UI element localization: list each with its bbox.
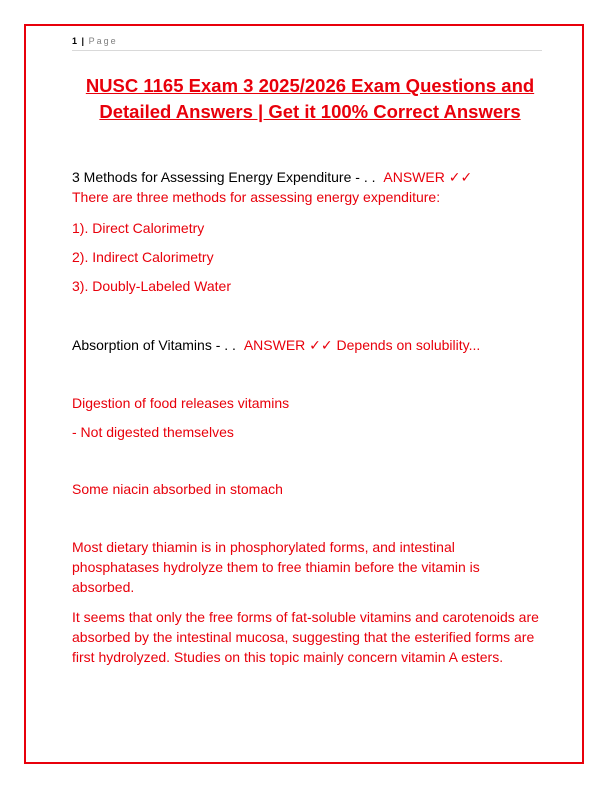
answer-paragraph: Some niacin absorbed in stomach bbox=[72, 481, 283, 497]
answer-paragraph: Digestion of food releases vitamins bbox=[72, 395, 290, 411]
page-number: 1 bbox=[72, 36, 78, 46]
answer-marker: ANSWER ✓✓ bbox=[243, 337, 333, 353]
answer-inline: Depends on solubility... bbox=[336, 337, 481, 353]
answer-item: 2). Indirect Calorimetry bbox=[72, 249, 214, 265]
answer-paragraph: - Not digested themselves bbox=[72, 424, 234, 440]
answer-paragraph: Most dietary thiamin is in phosphorylated forms, and intestinal phosphatases hydrolyze them to free thiamin before the vitamin is absorbed. bbox=[72, 539, 480, 595]
question-text: 3 Methods for Assessing Energy Expenditure - . . bbox=[72, 169, 376, 185]
answer-marker: ANSWER ✓✓ bbox=[383, 169, 473, 185]
answer-intro: There are three methods for assessing energy expenditure: bbox=[72, 189, 441, 205]
qa-block-2 bbox=[72, 335, 552, 355]
answer-item: 3). Doubly-Labeled Water bbox=[72, 278, 232, 294]
question-text: Absorption of Vitamins - . . bbox=[72, 337, 236, 353]
document-title: NUSC 1165 Exam 3 2025/2026 Exam Questions and Detailed Answers | Get it 100% Correct Answers bbox=[85, 75, 535, 122]
page-header bbox=[72, 36, 542, 51]
header-separator: | bbox=[81, 36, 85, 46]
page-label: Page bbox=[88, 36, 118, 46]
qa-block-1 bbox=[72, 167, 552, 207]
answer-item: 1). Direct Calorimetry bbox=[72, 220, 205, 236]
answer-paragraph: It seems that only the free forms of fat-soluble vitamins and carotenoids are absorbed by the intestinal mucosa, suggesting that the esterified forms are first hydrolyzed. Studies on this topic mainly concern vitamin A esters. bbox=[72, 609, 539, 665]
